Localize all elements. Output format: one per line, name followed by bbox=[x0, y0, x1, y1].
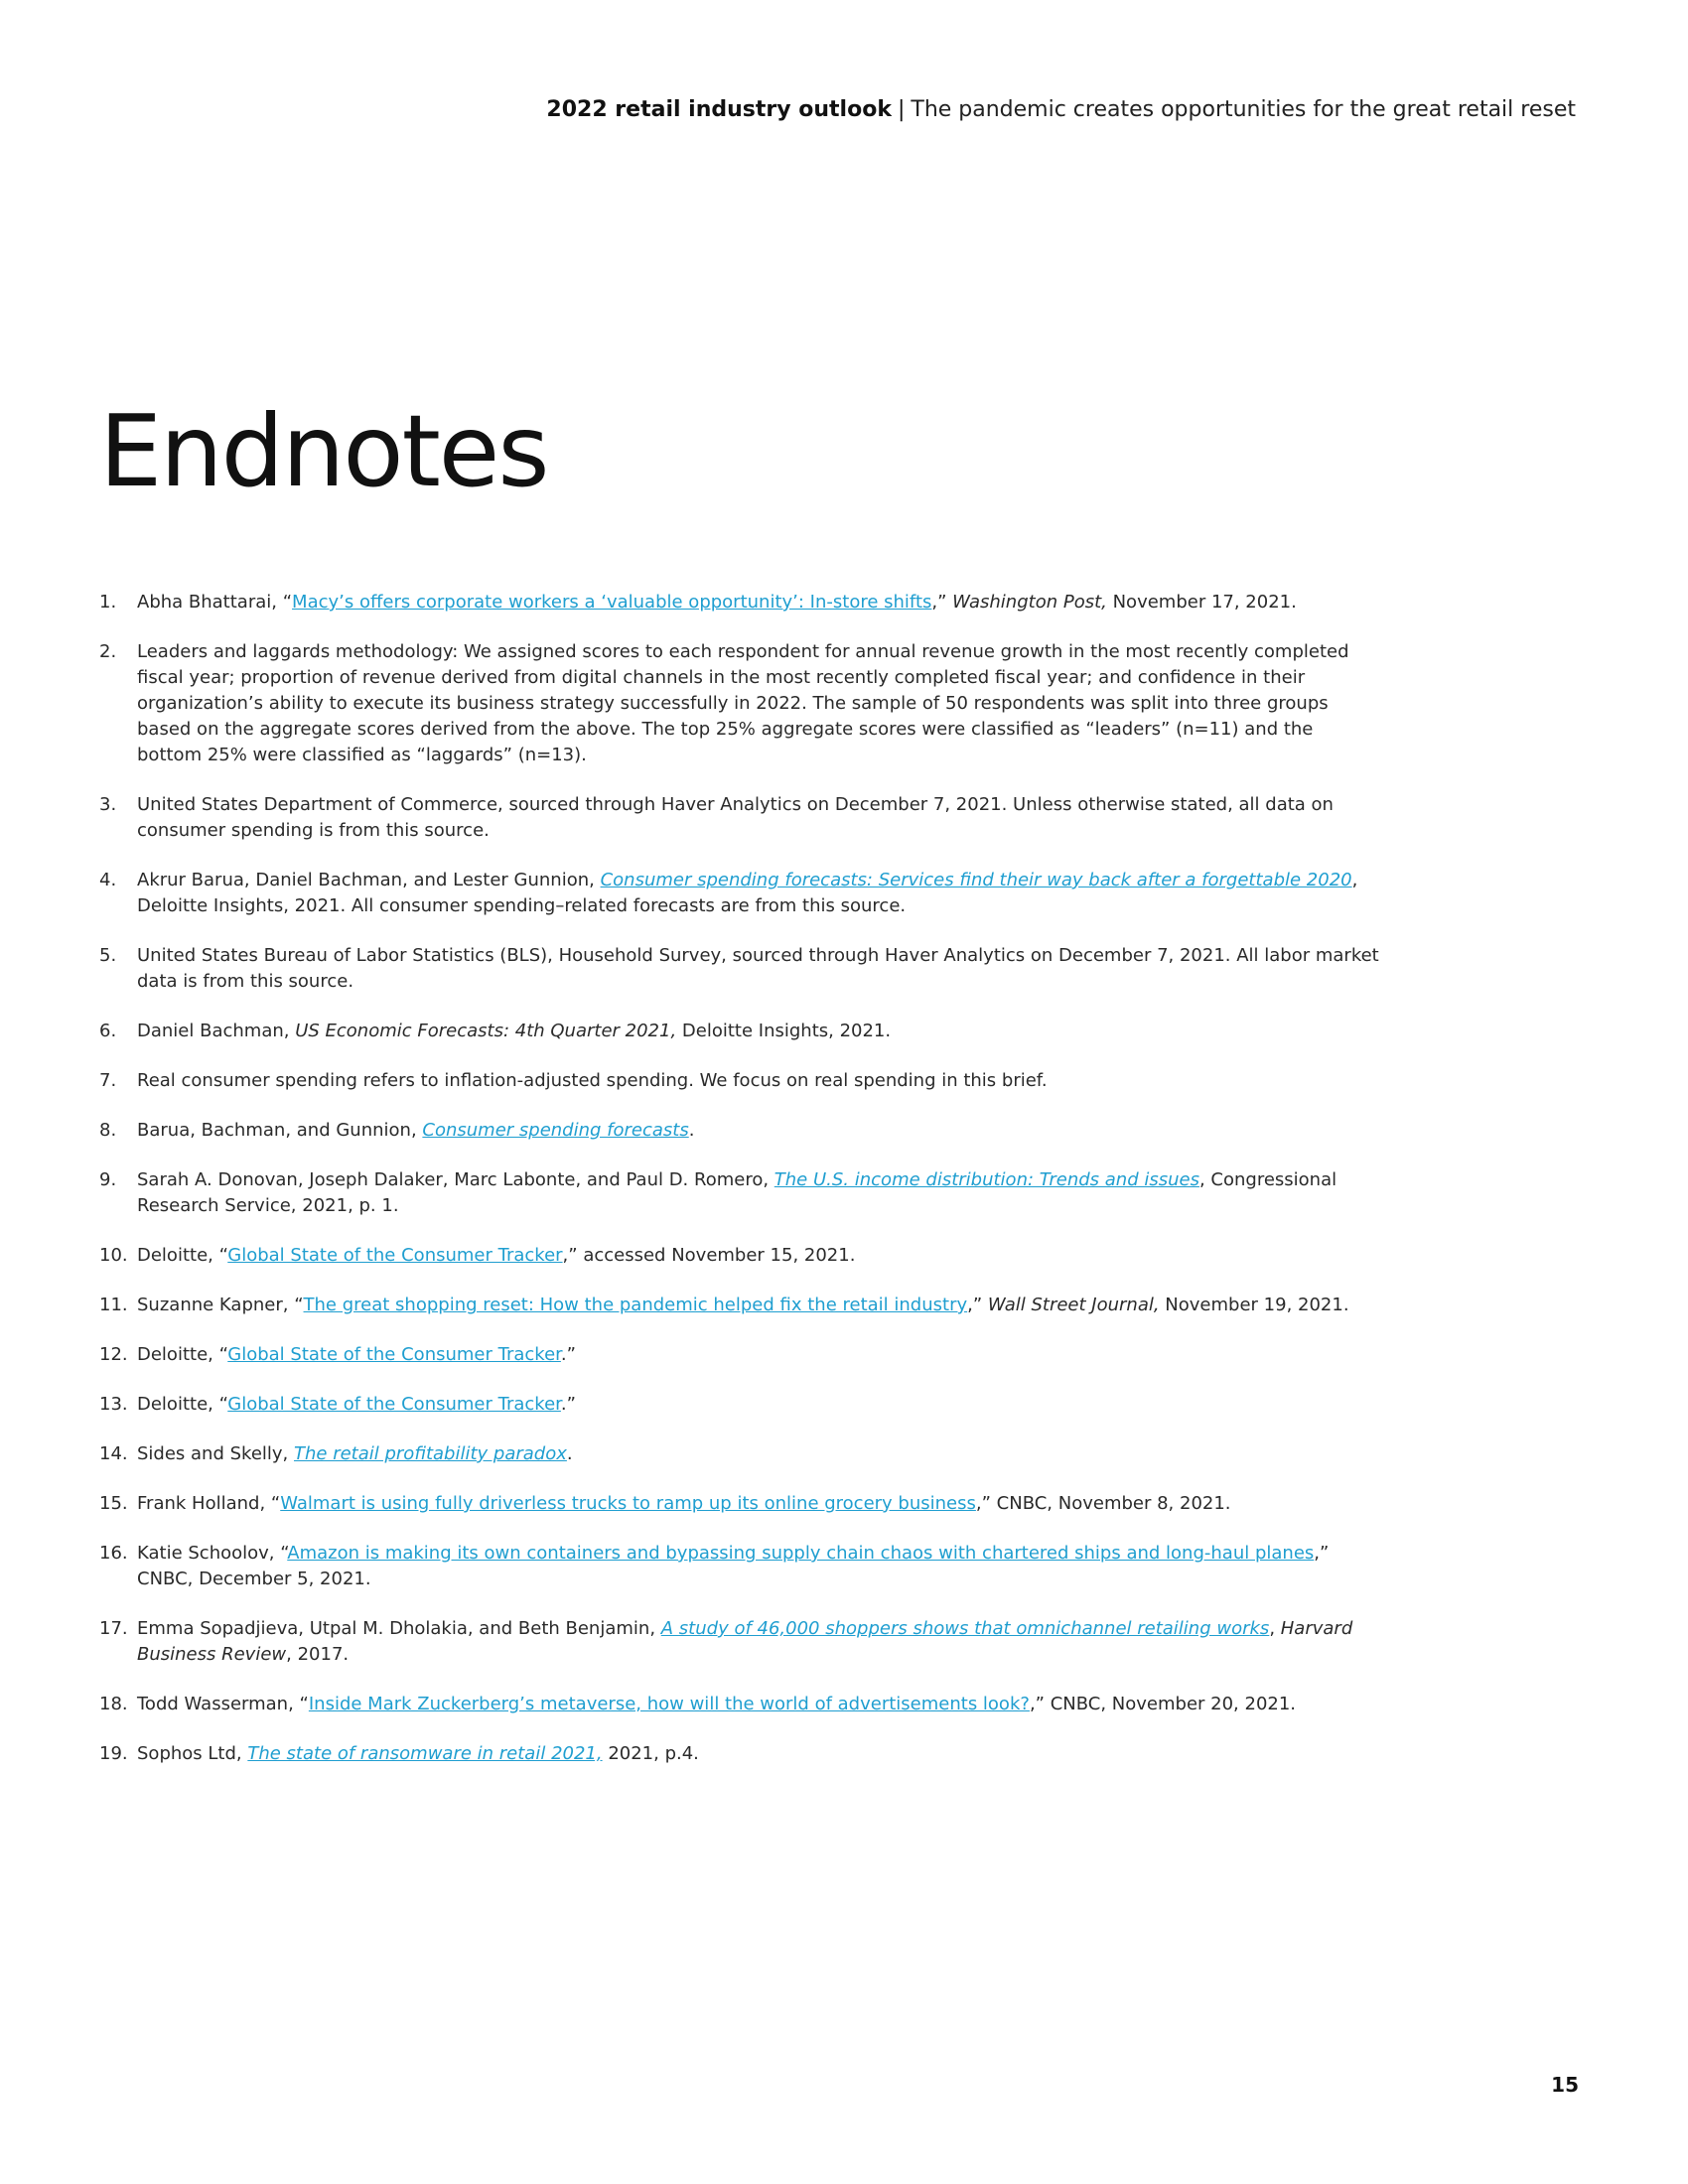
endnote-item bbox=[99, 1441, 1380, 1467]
endnote-separator: ,” bbox=[931, 592, 953, 613]
endnote-text bbox=[137, 1245, 855, 1266]
endnote-item bbox=[99, 1491, 1380, 1517]
endnote-text bbox=[137, 1021, 891, 1041]
endnote-link[interactable]: Inside Mark Zuckerberg’s metaverse, how will the world of advertisements look? bbox=[308, 1694, 1030, 1714]
endnote-number: 6. bbox=[99, 1021, 117, 1041]
endnote-text bbox=[137, 641, 1349, 765]
report-subtitle: The pandemic creates opportunities for the great retail reset bbox=[911, 97, 1576, 122]
endnote-link[interactable]: The great shopping reset: How the pandemic helped fix the retail industry bbox=[303, 1295, 968, 1315]
endnote-link[interactable]: Macy’s offers corporate workers a ‘valuable opportunity’: In-store shifts bbox=[292, 592, 932, 613]
endnote-item bbox=[99, 868, 1380, 919]
endnote-number: 18. bbox=[99, 1694, 128, 1714]
endnote-number: 11. bbox=[99, 1295, 128, 1315]
header-separator: | bbox=[897, 97, 906, 122]
endnote-suffix: November 17, 2021. bbox=[1106, 592, 1297, 613]
endnote-text bbox=[137, 1344, 576, 1365]
endnote-text bbox=[137, 1295, 1349, 1315]
endnote-number: 19. bbox=[99, 1743, 128, 1764]
endnote-text bbox=[137, 1070, 1048, 1091]
endnote-body: Leaders and laggards methodology: We assigned scores to each respondent for annual revenue growth in the most recently completed fiscal year; proportion of revenue derived from digital channels in the most recently completed fiscal year; and confidence in their organization’s ability to execute its business strategy successfully in 2022. The sample of 50 respondents was split into three groups based on the aggregate scores derived from the above. The top 25% aggregate scores were classified as “leaders” (n=11) and the bottom 25% were classified as “laggards” (n=13). bbox=[137, 641, 1349, 765]
endnote-number: 3. bbox=[99, 794, 117, 815]
endnote-suffix: .” bbox=[560, 1344, 576, 1365]
endnote-suffix: ,” CNBC, November 8, 2021. bbox=[975, 1493, 1231, 1514]
endnote-prefix: Katie Schoolov, “ bbox=[137, 1543, 288, 1564]
endnote-item bbox=[99, 1167, 1380, 1219]
endnote-prefix: Abha Bhattarai, “ bbox=[137, 592, 293, 613]
endnote-number: 9. bbox=[99, 1169, 117, 1190]
endnote-prefix: Barua, Bachman, and Gunnion, bbox=[137, 1120, 423, 1141]
endnote-prefix: Sophos Ltd, bbox=[137, 1743, 248, 1764]
endnote-text bbox=[137, 1120, 694, 1141]
endnote-number: 16. bbox=[99, 1543, 128, 1564]
endnote-link[interactable]: Consumer spending forecasts: Services find their way back after a forgettable 2020 bbox=[600, 870, 1352, 890]
endnote-number: 8. bbox=[99, 1120, 117, 1141]
endnote-prefix: Frank Holland, “ bbox=[137, 1493, 281, 1514]
endnote-text bbox=[137, 1694, 1296, 1714]
endnote-item bbox=[99, 1616, 1380, 1668]
endnote-prefix: Sarah A. Donovan, Joseph Dalaker, Marc Labonte, and Paul D. Romero, bbox=[137, 1169, 774, 1190]
endnote-text bbox=[137, 1443, 573, 1464]
endnote-publication: US Economic Forecasts: 4th Quarter 2021, bbox=[295, 1021, 677, 1041]
endnote-suffix: November 19, 2021. bbox=[1159, 1295, 1349, 1315]
endnote-number: 2. bbox=[99, 641, 117, 662]
endnote-publication: Harvard Business Review bbox=[137, 1618, 1353, 1665]
endnote-number: 17. bbox=[99, 1618, 128, 1639]
endnote-number: 12. bbox=[99, 1344, 128, 1365]
endnote-item bbox=[99, 1392, 1380, 1418]
endnote-item bbox=[99, 1692, 1380, 1717]
endnote-item bbox=[99, 590, 1380, 615]
endnote-suffix: . bbox=[688, 1120, 695, 1141]
endnote-prefix: Deloitte, “ bbox=[137, 1394, 228, 1415]
endnote-link[interactable]: Global State of the Consumer Tracker bbox=[227, 1394, 561, 1415]
endnote-publication: Wall Street Journal, bbox=[987, 1295, 1160, 1315]
report-title: 2022 retail industry outlook bbox=[546, 97, 892, 122]
endnote-text bbox=[137, 1394, 576, 1415]
endnote-link[interactable]: Global State of the Consumer Tracker bbox=[227, 1344, 561, 1365]
endnote-suffix: , Congressional Research Service, 2021, p. 1. bbox=[137, 1169, 1337, 1216]
endnote-number: 7. bbox=[99, 1070, 117, 1091]
endnote-link[interactable]: Amazon is making its own containers and bypassing supply chain chaos with chartered ships and long-haul planes bbox=[287, 1543, 1315, 1564]
endnote-separator: ,” bbox=[967, 1295, 988, 1315]
endnote-link[interactable]: The state of ransomware in retail 2021, bbox=[247, 1743, 603, 1764]
endnote-prefix: Deloitte, “ bbox=[137, 1344, 228, 1365]
endnote-suffix: ,” accessed November 15, 2021. bbox=[562, 1245, 856, 1266]
endnote-item bbox=[99, 639, 1380, 768]
endnote-link[interactable]: The U.S. income distribution: Trends and issues bbox=[774, 1169, 1199, 1190]
endnote-number: 10. bbox=[99, 1245, 128, 1266]
page-number: 15 bbox=[1551, 2073, 1579, 2097]
endnote-prefix: Suzanne Kapner, “ bbox=[137, 1295, 304, 1315]
endnote-prefix: Akrur Barua, Daniel Bachman, and Lester Gunnion, bbox=[137, 870, 601, 890]
endnote-body: United States Department of Commerce, sourced through Haver Analytics on December 7, 2021. Unless otherwise stated, all data on consumer spending is from this source. bbox=[137, 794, 1334, 841]
page-title: Endnotes bbox=[99, 393, 548, 509]
endnote-item bbox=[99, 792, 1380, 844]
endnote-link[interactable]: The retail profitability paradox bbox=[294, 1443, 567, 1464]
endnote-suffix: .” bbox=[560, 1394, 576, 1415]
endnotes-list bbox=[99, 590, 1380, 1791]
endnote-body: United States Bureau of Labor Statistics (BLS), Household Survey, sourced through Haver Analytics on December 7, 2021. All labor market data is from this source. bbox=[137, 945, 1379, 992]
endnote-link[interactable]: Walmart is using fully driverless trucks to ramp up its online grocery business bbox=[280, 1493, 976, 1514]
endnote-prefix: Sides and Skelly, bbox=[137, 1443, 294, 1464]
endnote-item bbox=[99, 1019, 1380, 1044]
endnote-item bbox=[99, 1118, 1380, 1144]
endnote-text bbox=[137, 1743, 699, 1764]
endnote-text bbox=[137, 1493, 1231, 1514]
endnote-number: 4. bbox=[99, 870, 117, 890]
endnote-suffix: , 2017. bbox=[286, 1644, 350, 1665]
endnote-text bbox=[137, 1618, 1352, 1665]
endnote-number: 1. bbox=[99, 592, 117, 613]
endnote-number: 13. bbox=[99, 1394, 128, 1415]
endnote-suffix: Deloitte Insights, 2021. bbox=[676, 1021, 892, 1041]
endnote-text bbox=[137, 592, 1297, 613]
endnote-text bbox=[137, 1169, 1336, 1216]
endnote-item bbox=[99, 943, 1380, 995]
endnote-suffix: ,” CNBC, December 5, 2021. bbox=[137, 1543, 1330, 1589]
endnote-suffix: , Deloitte Insights, 2021. All consumer spending–related forecasts are from this source. bbox=[137, 870, 1358, 916]
endnote-prefix: Emma Sopadjieva, Utpal M. Dholakia, and Beth Benjamin, bbox=[137, 1618, 661, 1639]
endnote-number: 5. bbox=[99, 945, 117, 966]
endnote-text bbox=[137, 870, 1357, 916]
endnote-suffix: ,” CNBC, November 20, 2021. bbox=[1029, 1694, 1297, 1714]
endnote-item bbox=[99, 1342, 1380, 1368]
endnote-prefix: Daniel Bachman, bbox=[137, 1021, 296, 1041]
endnote-item bbox=[99, 1243, 1380, 1269]
endnote-text bbox=[137, 794, 1334, 841]
endnote-text bbox=[137, 945, 1379, 992]
endnote-number: 14. bbox=[99, 1443, 128, 1464]
endnote-link[interactable]: Consumer spending forecasts bbox=[422, 1120, 689, 1141]
endnote-publication: Washington Post, bbox=[952, 592, 1107, 613]
endnote-body: Real consumer spending refers to inflation-adjusted spending. We focus on real spending in this brief. bbox=[137, 1070, 1048, 1091]
running-header bbox=[546, 95, 1576, 125]
endnote-item bbox=[99, 1541, 1380, 1592]
endnote-number: 15. bbox=[99, 1493, 128, 1514]
endnote-prefix: Todd Wasserman, “ bbox=[137, 1694, 309, 1714]
endnote-item bbox=[99, 1293, 1380, 1318]
endnote-text bbox=[137, 1543, 1329, 1589]
endnote-link[interactable]: Global State of the Consumer Tracker bbox=[227, 1245, 563, 1266]
endnote-prefix: Deloitte, “ bbox=[137, 1245, 228, 1266]
endnote-item bbox=[99, 1741, 1380, 1767]
endnote-item bbox=[99, 1068, 1380, 1094]
endnote-separator: , bbox=[1269, 1618, 1281, 1639]
endnote-suffix: 2021, p.4. bbox=[602, 1743, 699, 1764]
endnote-link[interactable]: A study of 46,000 shoppers shows that omnichannel retailing works bbox=[660, 1618, 1270, 1639]
endnote-suffix: . bbox=[566, 1443, 573, 1464]
